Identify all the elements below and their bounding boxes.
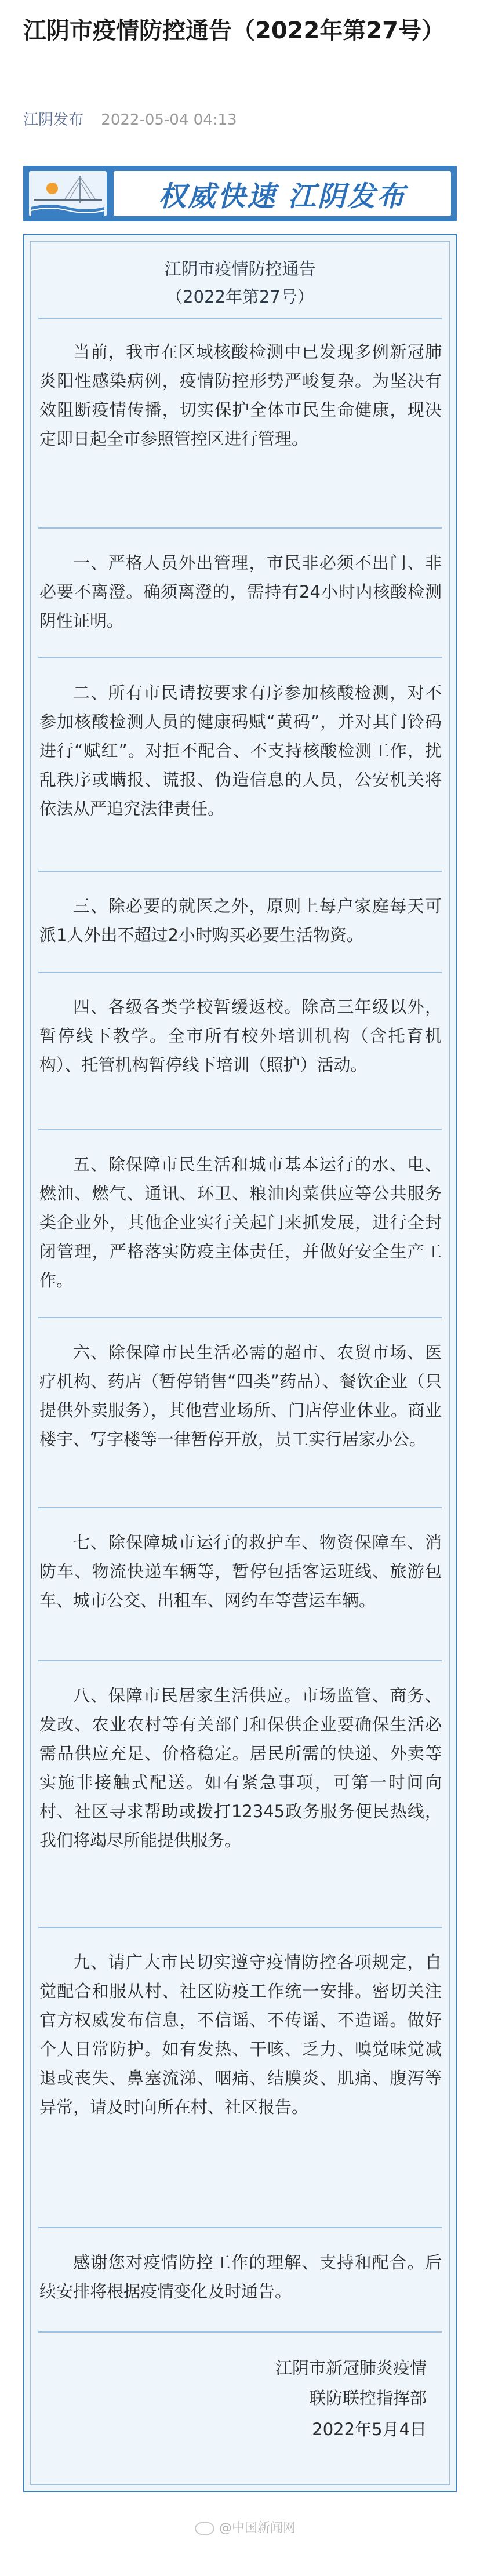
banner-slogan-box [114,171,451,216]
publish-time: 2022-05-04 04:13 [101,111,237,129]
notice-divider [38,2331,442,2333]
notice-divider [38,871,442,872]
notice-paragraph: 三、除必要的就医之外，原则上每户家庭每天可派1人外出不超过2小时购买必要生活物资。 [39,896,442,945]
signature-issuer-line1: 江阴市新冠肺炎疫情 [275,2358,427,2378]
banner-slogan: 权威快速 江阴发布 [158,180,406,213]
notice-paragraph: 二、所有市民请按要求有序参加核酸检测，对不参加核酸检测人员的健康码赋“黄码”，并对其门铃码进行“赋红”。对拒不配合、不支持核酸检测工作，扰乱秩序或瞒报、谎报、伪造信息的人员，公安机关将依法从严追究法律责任。 [39,683,442,818]
notice-subtitle: （2022年第27号） [166,287,314,307]
notice-divider [38,1507,442,1508]
weibo-icon [195,2522,214,2535]
signature-date: 2022年5月4日 [312,2419,427,2439]
notice-paragraph: 感谢您对疫情防控工作的理解、支持和配合。后续安排将根据疫情变化及时通告。 [39,2253,442,2301]
notice-divider [38,1660,442,1661]
notice-paragraph: 八、保障市民居家生活供应。市场监管、商务、发改、农业农村等有关部门和保供企业要确保生活必需品供应充足、价格稳定。居民所需的快递、外卖等实施非接触式配送。如有紧急事项，可第一时间向村、社区寻求帮助或拨打12345政务服务便民热线，我们将竭尽所能提供服务。 [39,1686,442,1850]
notice-paragraph: 六、除保障市民生活必需的超市、农贸市场、医疗机构、药店（暂停销售“四类”药品）、餐饮企业（只提供外卖服务），其他营业场所、门店停业休业。商业楼宇、写字楼等一律暂停开放，员工实行居家办公。 [39,1342,442,1449]
notice-paragraph: 五、除保障市民生活和城市基本运行的水、电、燃油、燃气、通讯、环卫、粮油肉菜供应等公共服务类企业外，其他企业实行关起门来抓发展，进行全封闭管理，严格落实防疫主体责任，并做好安全生产工作。 [39,1155,442,1290]
article-title: 江阴市疫情防控通告（2022年第27号） [23,17,445,44]
notice-divider [38,972,442,973]
watermark [195,2518,296,2536]
notice-paragraph: 一、严格人员外出管理，市民非必须不出门、非必要不离澄。确须离澄的，需持有24小时内核酸检测阴性证明。 [39,553,442,631]
notice-divider [38,1317,442,1318]
city-logo-icon [29,171,107,216]
notice-paragraph: 九、请广大市民切实遵守疫情防控各项规定，自觉配合和服从村、社区防疫工作统一安排。密切关注官方权威发布信息，不信谣、不传谣、不造谣。做好个人日常防护。如有发热、干咳、乏力、嗅觉味觉减退或丧失、鼻塞流涕、咽痛、结膜炎、肌痛、腹泻等异常，请及时向所在村、社区报告。 [39,1952,442,2117]
notice-title: 江阴市疫情防控通告 [164,259,316,279]
account-name-link[interactable]: 江阴发布 [23,111,84,129]
notice-paragraph: 当前，我市在区域核酸检测中已发现多例新冠肺炎阳性感染病例，疫情防控形势严峻复杂。为坚决有效阻断疫情传播，切实保护全体市民生命健康，现决定即日起全市参照管控区进行管理。 [39,342,442,449]
notice-divider [38,2227,442,2228]
article-meta [23,108,237,129]
watermark-text: @中国新闻网 [219,2521,296,2535]
notice-paragraph: 七、除保障城市运行的救护车、物资保障车、消防车、物流快递车辆等，暂停包括客运班线、旅游包车、城市公交、出租车、网约车等营运车辆。 [39,1533,442,1610]
notice-divider [38,1129,442,1130]
notice-divider [38,527,442,529]
signature-issuer-line2: 联防联控指挥部 [308,2388,427,2408]
notice-divider [38,1927,442,1928]
notice-divider [38,657,442,658]
notice-paragraph: 四、各级各类学校暂缓返校。除高三年级以外，暂停线下教学。全市所有校外培训机构（含托育机构）、托管机构暂停线下培训（照护）活动。 [39,997,442,1075]
brand-banner [23,166,457,221]
notice-divider [38,318,442,319]
